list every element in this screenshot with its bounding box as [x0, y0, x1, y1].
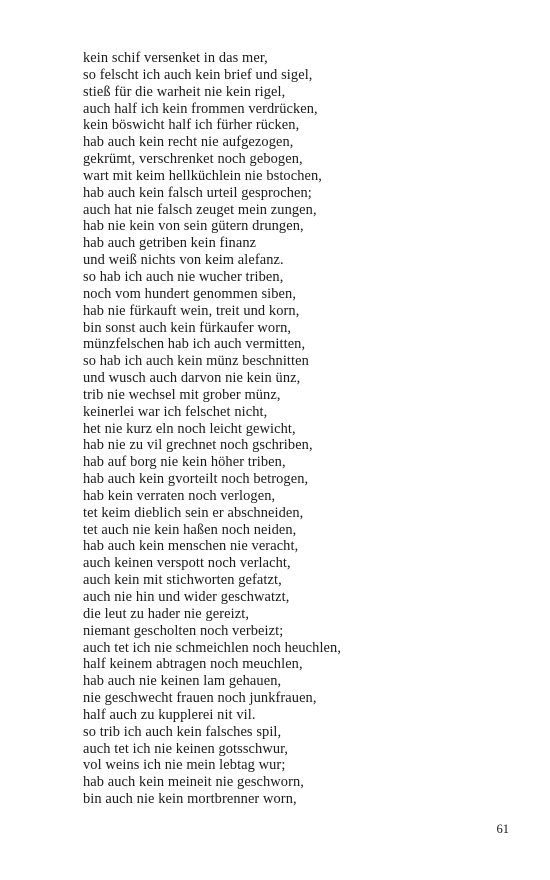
poem-line: keinerlei war ich felschet nicht,: [83, 403, 268, 420]
poem-line: vol weins ich nie mein lebtag wur;: [83, 757, 286, 774]
page-number: 61: [496, 822, 509, 836]
poem-line: hab nie fürkauft wein, treit und korn,: [83, 302, 300, 319]
poem-line: hab nie kein von sein gütern drungen,: [83, 218, 304, 235]
poem-line: hab auch kein gvorteilt noch betrogen,: [83, 471, 309, 488]
poem-line: half keinem abtragen noch meuchlen,: [83, 656, 303, 673]
poem-line: bin sonst auch kein fürkaufer worn,: [83, 319, 292, 336]
poem-line: hab auch getriben kein finanz: [83, 235, 257, 252]
poem-line: tet keim dieblich sein er abschneiden,: [83, 504, 304, 521]
poem-text: [83, 50, 523, 808]
poem-line: wart mit keim hellküchlein nie bstochen,: [83, 167, 322, 184]
poem-line: nie geschwecht frauen noch junkfrauen,: [83, 690, 317, 707]
poem-line: hab auf borg nie kein höher triben,: [83, 454, 286, 471]
poem-line: kein böswicht half ich fürher rücken,: [83, 117, 300, 134]
poem-line: die leut zu hader nie gereizt,: [83, 605, 250, 622]
poem-line: auch keinen verspott noch verlacht,: [83, 555, 291, 572]
poem-line: niemant gescholten noch verbeizt;: [83, 622, 284, 639]
poem-line: so trib ich auch kein falsches spil,: [83, 723, 282, 740]
poem-line: hab auch kein menschen nie veracht,: [83, 538, 299, 555]
poem-line: und wusch auch darvon nie kein ünz,: [83, 370, 301, 387]
poem-line: hab auch kein meineit nie geschworn,: [83, 774, 304, 791]
poem-line: so hab ich auch kein münz beschnitten: [83, 353, 309, 370]
poem-line: hab auch nie keinen lam gehauen,: [83, 673, 282, 690]
poem-line: auch kein mit stichworten gefatzt,: [83, 572, 282, 589]
poem-line: auch nie hin und wider geschwatzt,: [83, 589, 290, 605]
poem-line: auch tet ich nie schmeichlen noch heuchlen,: [83, 639, 342, 656]
poem-line: het nie kurz eln noch leicht gewicht,: [83, 420, 296, 437]
poem-line: tet auch nie kein haßen noch neiden,: [83, 521, 297, 538]
poem-line: hab auch kein falsch urteil gesprochen;: [83, 184, 312, 201]
poem-line: so hab ich auch nie wucher triben,: [83, 268, 284, 285]
poem-line: hab kein verraten noch verlogen,: [83, 487, 276, 504]
poem-line: stieß für die warheit nie kein rigel,: [83, 83, 286, 100]
poem-line: gekrümt, verschrenket noch gebogen,: [83, 151, 303, 168]
poem-line: trib nie wechsel mit grober münz,: [83, 386, 281, 403]
poem-line: und weiß nichts von keim alefanz.: [83, 252, 284, 269]
poem-line: auch hat nie falsch zeuget mein zungen,: [83, 201, 317, 218]
poem-line: bin auch nie kein mortbrenner worn,: [83, 791, 297, 808]
poem-line: so felscht ich auch kein brief und sigel,: [83, 66, 313, 83]
poem-line: auch half ich kein frommen verdrücken,: [83, 100, 318, 117]
poem-line: noch vom hundert genommen siben,: [83, 285, 297, 302]
poem-line: auch tet ich nie keinen gotsschwur,: [83, 740, 289, 757]
poem-line: hab nie zu vil grechnet noch gschriben,: [83, 437, 313, 454]
poem-line: half auch zu kupplerei nit vil.: [83, 706, 256, 723]
poem-line: münzfelschen hab ich auch vermitten,: [83, 336, 306, 353]
poem-line: hab auch kein recht nie aufgezogen,: [83, 134, 294, 151]
poem-line: kein schif versenket in das mer,: [83, 50, 268, 66]
